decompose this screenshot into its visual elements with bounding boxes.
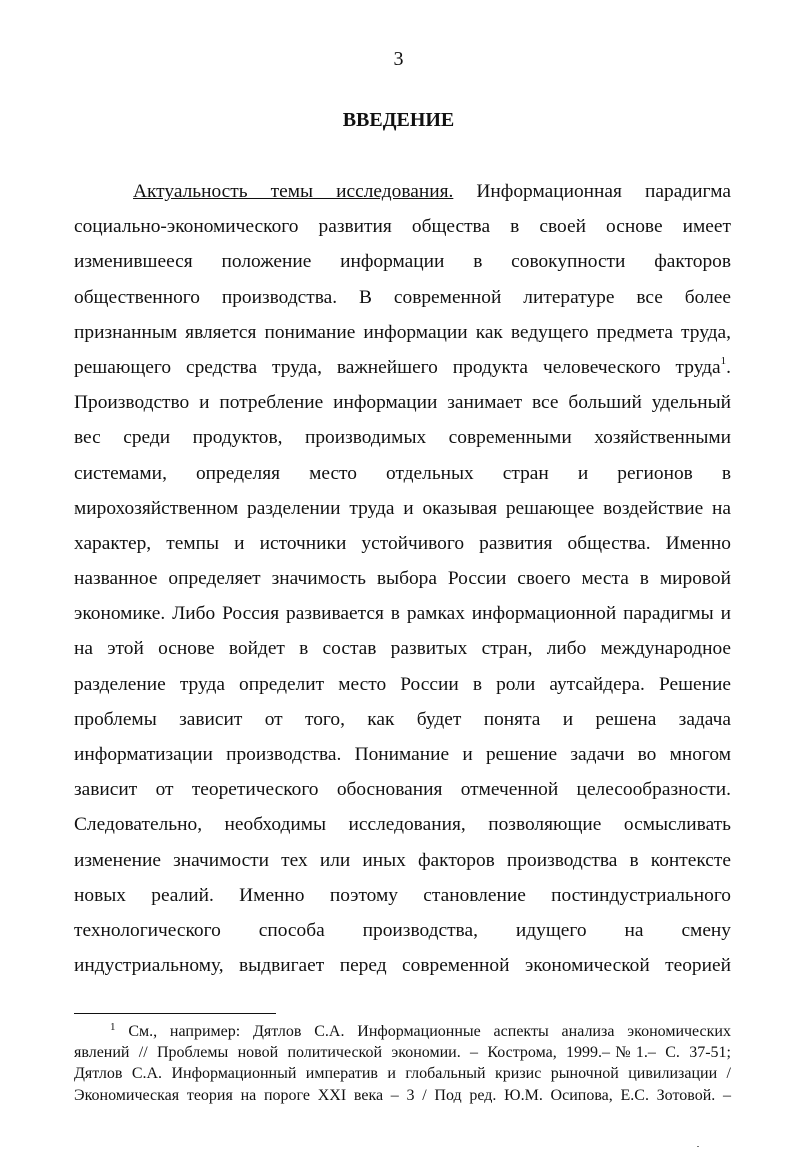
line-text: решающего средства труда, важнейшего продукта человеческого труда	[74, 356, 721, 378]
body-line: проблемы зависит от того, как будет понята и решена задача	[74, 708, 731, 730]
body-line: социально-экономического развития общества в своей основе имеет	[74, 216, 731, 238]
body-line: индустриальному, выдвигает перед современной экономической теорией	[74, 955, 731, 977]
lead-term: Актуальность темы исследования.	[133, 181, 454, 202]
body-line: экономике. Либо Россия развивается в рамках информационной парадигмы и	[74, 603, 731, 625]
body-line: мирохозяйственном разделении труда и оказывая решающее воздействие на	[74, 497, 731, 519]
scan-speck	[697, 1146, 699, 1147]
body-text	[74, 174, 731, 983]
body-line: на этой основе войдет в состав развитых стран, либо международное	[74, 638, 731, 660]
footnote-text: См., например: Дятлов С.А. Информационные аспекты анализа экономических	[115, 1023, 731, 1040]
footnote-reference: 1	[720, 354, 727, 367]
page-number: 3	[393, 48, 404, 70]
body-line: общественного производства. В современной литературе все более	[74, 286, 731, 308]
body-line	[74, 350, 731, 385]
section-heading: ВВЕДЕНИЕ	[342, 109, 455, 131]
body-line: новых реалий. Именно поэтому становление постиндустриального	[74, 884, 731, 906]
footnote-line: Экономическая теория на пороге XXI века – 3 / Под ред. Ю.М. Осипова, Е.С. Зотовой. –	[74, 1086, 731, 1104]
body-line: названное определяет значимость выбора России своего места в мировой	[74, 568, 731, 590]
body-line: Производство и потребление информации занимает все больший удельный	[74, 392, 731, 414]
body-line: разделение труда определит место России в роли аутсайдера. Решение	[74, 673, 731, 695]
body-line: информатизации производства. Понимание и решение задачи во многом	[74, 744, 731, 765]
footnote	[74, 1021, 731, 1106]
body-line: изменение значимости тех или иных факторов производства в контексте	[74, 849, 731, 871]
footnote-separator	[74, 1013, 276, 1014]
footnote-line: явлений // Проблемы новой политической экономии. – Кострома, 1999.–№1.– С. 37-51;	[74, 1044, 731, 1062]
body-line: системами, определяя место отдельных стран и регионов в	[74, 462, 731, 484]
footnote-line	[74, 1021, 731, 1042]
footnote-line: Дятлов С.А. Информационный императив и глобальный кризис рыночной цивилизации /	[74, 1065, 731, 1083]
body-line: технологического способа производства, идущего на смену	[74, 919, 731, 941]
body-line: характер, темпы и источники устойчивого развития общества. Именно	[74, 532, 731, 554]
body-line: Следовательно, необходимы исследования, позволяющие осмысливать	[74, 814, 731, 836]
line-text: Информационная парадигма	[453, 181, 731, 202]
line-tail: .	[726, 356, 731, 378]
body-line: признанным является понимание информации как ведущего предмета труда,	[74, 321, 731, 343]
body-line	[74, 174, 731, 209]
body-line: изменившееся положение информации в совокупности факторов	[74, 251, 731, 273]
body-line: зависит от теоретического обоснования отмеченной целесообразности.	[74, 779, 731, 801]
footnote-marker: 1	[110, 1021, 116, 1033]
body-line: вес среди продуктов, производимых современными хозяйственными	[74, 427, 731, 449]
